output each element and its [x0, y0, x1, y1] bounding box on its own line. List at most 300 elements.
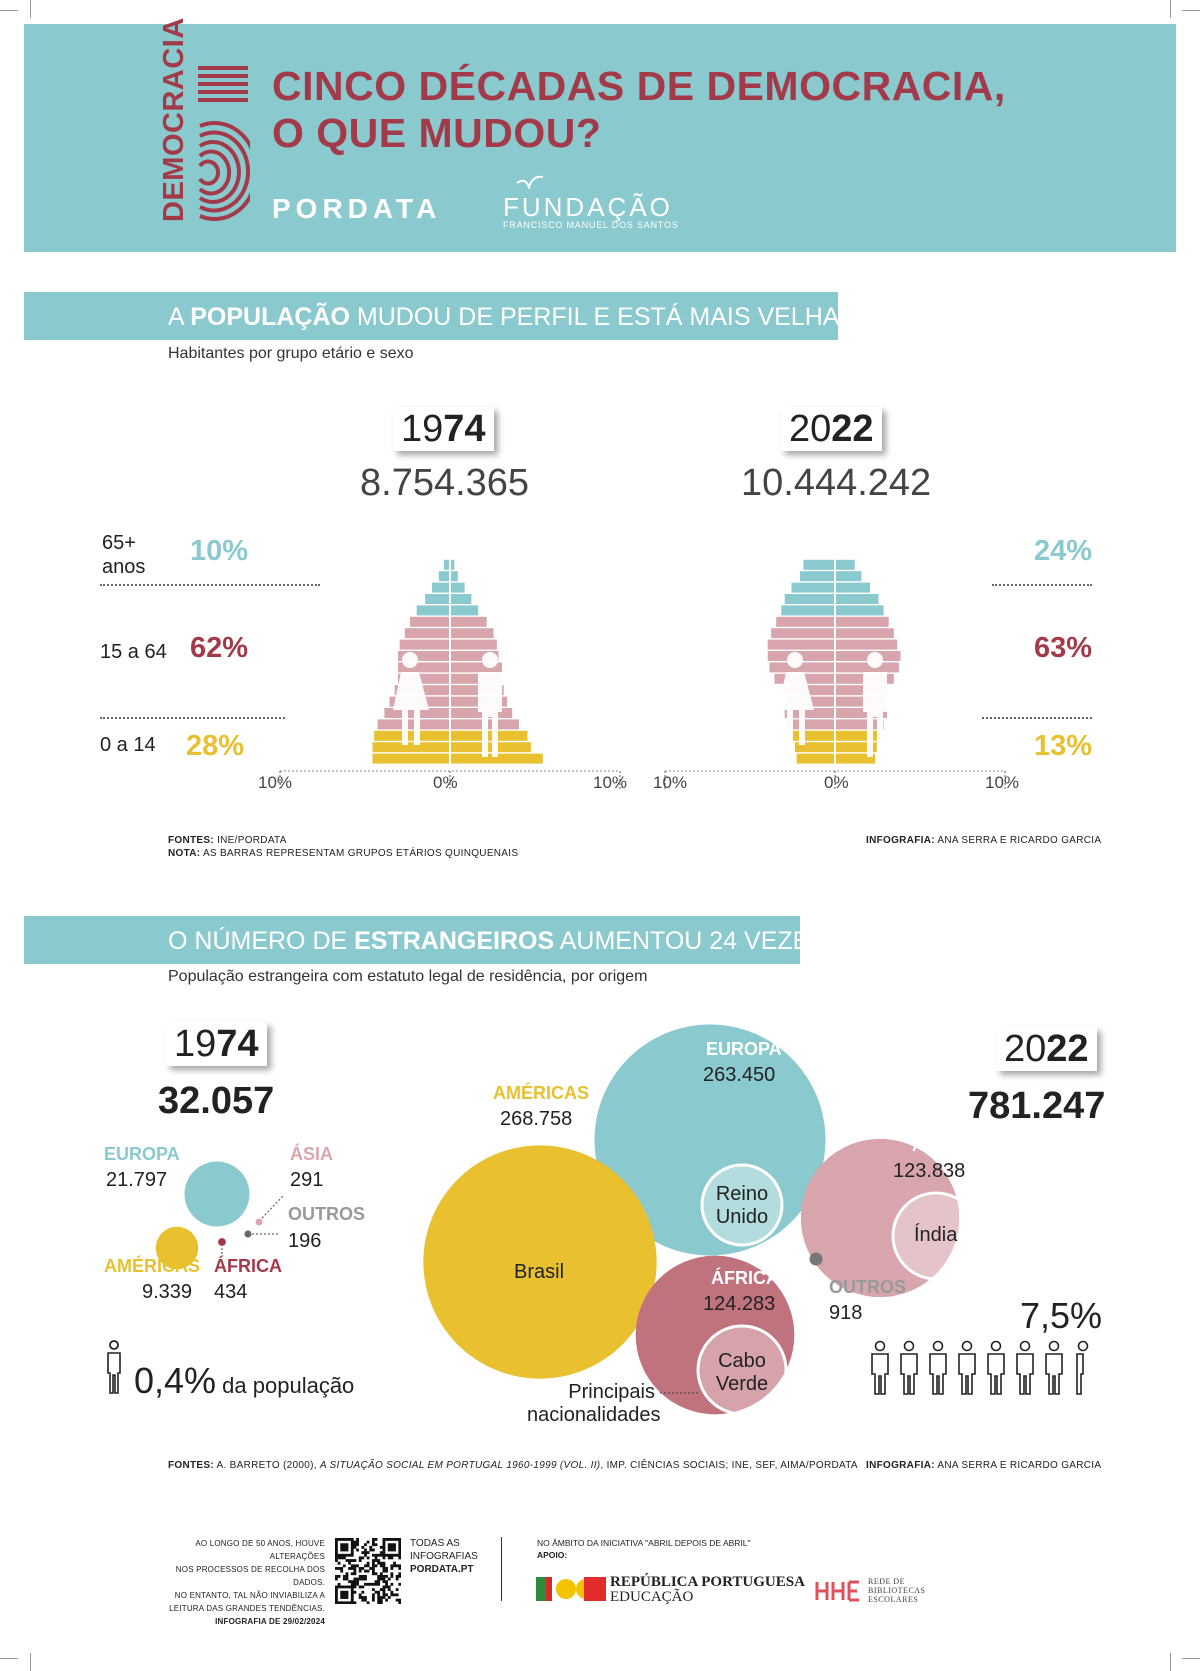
qr-module: [361, 1575, 364, 1578]
qr-code[interactable]: [335, 1538, 401, 1604]
section1-subtitle: Habitantes por grupo etário e sexo: [168, 345, 414, 362]
qr-module: [383, 1543, 386, 1546]
qr-module: [385, 1567, 388, 1570]
qr-module: [340, 1554, 343, 1557]
qr-module: [367, 1562, 370, 1565]
qr-module: [343, 1543, 346, 1546]
qr-module: [335, 1591, 338, 1594]
qr-module: [380, 1578, 383, 1581]
qr-module: [346, 1578, 349, 1581]
value-2022-asia: 123.838: [893, 1160, 966, 1182]
qr-module: [353, 1546, 356, 1549]
qr-module: [375, 1591, 378, 1594]
qr-module: [398, 1575, 401, 1578]
qr-module: [359, 1593, 362, 1596]
qr-module: [346, 1572, 349, 1575]
qr-module: [369, 1549, 372, 1552]
section2-sources: FONTES: A. BARRETO (2000), A SITUAÇÃO SOCIAL EM PORTUGAL 1960-1999 (VOL. II), IMP. CIÊNCIAS SOCIAIS; INE, SEF, AIMA/PORDATA: [168, 1460, 858, 1471]
republica-flag-square: [584, 1577, 606, 1601]
qr-module: [348, 1601, 351, 1604]
value-1974-europa: 21.797: [106, 1169, 168, 1191]
qr-module: [351, 1596, 354, 1599]
qr-module: [353, 1567, 356, 1570]
crop-mark: [30, 0, 31, 18]
qr-module: [353, 1570, 356, 1573]
qr-module: [398, 1601, 401, 1604]
qr-module: [388, 1543, 391, 1546]
qr-module: [380, 1599, 383, 1602]
qr-module: [375, 1564, 378, 1567]
qr-module: [343, 1554, 346, 1557]
pyramid-bar-male: [451, 742, 531, 752]
qr-module: [351, 1554, 354, 1557]
qr-module: [335, 1593, 338, 1596]
qr-module: [372, 1572, 375, 1575]
qr-module: [353, 1543, 356, 1546]
age-label-15: 15 a 64: [100, 641, 167, 663]
qr-module: [388, 1538, 391, 1541]
qr-module: [390, 1549, 393, 1552]
qr-module: [338, 1556, 341, 1559]
qr-module: [380, 1562, 383, 1565]
qr-module: [343, 1596, 346, 1599]
qr-module: [398, 1567, 401, 1570]
qr-module: [390, 1538, 393, 1541]
qr-module: [372, 1567, 375, 1570]
qr-module: [393, 1546, 396, 1549]
qr-module: [351, 1593, 354, 1596]
qr-module: [383, 1541, 386, 1544]
qr-module: [335, 1546, 338, 1549]
person-icon: [1046, 1342, 1062, 1395]
qr-module: [335, 1599, 338, 1602]
qr-module: [396, 1554, 399, 1557]
qr-module: [388, 1556, 391, 1559]
qr-module: [340, 1567, 343, 1570]
section2-heading: O NÚMERO DE ESTRANGEIROS AUMENTOU 24 VEZES: [168, 927, 826, 955]
qr-module: [351, 1551, 354, 1554]
qr-module: [372, 1559, 375, 1562]
pyramid-bar-male: [836, 640, 897, 650]
year-1974-box: 1974: [393, 407, 494, 451]
qr-module: [398, 1546, 401, 1549]
all-infographics[interactable]: TODAS AS INFOGRAFIAS PORDATA.PT: [410, 1538, 478, 1575]
qr-module: [361, 1567, 364, 1570]
qr-module: [346, 1596, 349, 1599]
qr-module: [372, 1583, 375, 1586]
qr-module: [396, 1575, 399, 1578]
pyramid-bar-male: [451, 640, 497, 650]
qr-module: [361, 1596, 364, 1599]
qr-module: [335, 1541, 338, 1544]
pyramid-bar-female: [776, 617, 834, 627]
pyramid-bar-female: [425, 594, 449, 604]
qr-module: [335, 1575, 338, 1578]
qr-module: [367, 1556, 370, 1559]
qr-module: [351, 1586, 354, 1589]
qr-module: [396, 1588, 399, 1591]
qr-module: [338, 1554, 341, 1557]
qr-module: [383, 1591, 386, 1594]
bubbles-1974: [0, 1100, 420, 1300]
qr-module: [359, 1559, 362, 1562]
value-1974-outros: 196: [288, 1230, 322, 1252]
qr-module: [351, 1572, 354, 1575]
rbe-logo: [815, 1580, 863, 1602]
qr-module: [346, 1554, 349, 1557]
pyramid-bar-female: [797, 754, 834, 764]
qr-module: [393, 1549, 396, 1552]
fundacao-logo: FUNDAÇÃO: [503, 192, 673, 222]
qr-module: [375, 1556, 378, 1559]
qr-module: [398, 1551, 401, 1554]
qr-module: [364, 1596, 367, 1599]
pyramid-bar-male: [451, 731, 528, 741]
label-2022-americas: AMÉRICAS: [493, 1083, 590, 1103]
qr-module: [343, 1538, 346, 1541]
qr-module: [335, 1596, 338, 1599]
crop-mark: [0, 1658, 18, 1659]
qr-module: [383, 1562, 386, 1565]
qr-module: [335, 1588, 338, 1591]
qr-module: [380, 1596, 383, 1599]
qr-module: [390, 1554, 393, 1557]
qr-module: [340, 1543, 343, 1546]
qr-module: [351, 1546, 354, 1549]
qr-module: [372, 1554, 375, 1557]
qr-module: [393, 1593, 396, 1596]
qr-module: [388, 1554, 391, 1557]
crop-mark: [0, 10, 18, 11]
pyramid-bar-female: [439, 571, 449, 581]
qr-module: [380, 1575, 383, 1578]
qr-module: [340, 1546, 343, 1549]
nat-cabo-verde: Cabo Verde: [715, 1350, 769, 1395]
qr-module: [383, 1596, 386, 1599]
qr-module: [351, 1601, 354, 1604]
qr-module: [372, 1599, 375, 1602]
qr-module: [375, 1580, 378, 1583]
bubble-1974-outros: [245, 1231, 252, 1238]
qr-module: [340, 1591, 343, 1594]
qr-module: [361, 1556, 364, 1559]
qr-module: [367, 1601, 370, 1604]
qr-module: [377, 1601, 380, 1604]
value-1974-africa: 434: [214, 1281, 248, 1303]
qr-module: [398, 1556, 401, 1559]
qr-module: [377, 1593, 380, 1596]
qr-module: [356, 1549, 359, 1552]
qr-module: [359, 1596, 362, 1599]
qr-module: [343, 1586, 346, 1589]
qr-module: [377, 1578, 380, 1581]
year-2022-box: 2022: [781, 407, 882, 451]
qr-module: [364, 1549, 367, 1552]
qr-module: [383, 1593, 386, 1596]
qr-module: [351, 1564, 354, 1567]
qr-module: [383, 1588, 386, 1591]
qr-module: [383, 1570, 386, 1573]
bubble-1974-áfrica: [218, 1238, 226, 1246]
qr-module: [385, 1583, 388, 1586]
section2-subtitle: População estrangeira com estatuto legal de residência, por origem: [168, 968, 648, 985]
qr-module: [340, 1586, 343, 1589]
pyramid-bar-female: [768, 640, 834, 650]
total-2022: 10.444.242: [741, 462, 932, 504]
qr-module: [348, 1554, 351, 1557]
qr-module: [340, 1538, 343, 1541]
pyramid-bar-male: [836, 605, 884, 615]
qr-module: [359, 1586, 362, 1589]
qr-module: [353, 1564, 356, 1567]
age-label-0: 0 a 14: [100, 734, 156, 756]
pyramid-bar-male: [836, 628, 894, 638]
qr-module: [356, 1583, 359, 1586]
qr-module: [367, 1551, 370, 1554]
qr-module: [375, 1559, 378, 1562]
qr-module: [335, 1543, 338, 1546]
qr-module: [335, 1586, 338, 1589]
qr-module: [377, 1554, 380, 1557]
qr-module: [383, 1551, 386, 1554]
qr-module: [346, 1586, 349, 1589]
qr-module: [377, 1591, 380, 1594]
qr-module: [383, 1578, 386, 1581]
democracia-5-logo: [190, 66, 250, 226]
qr-module: [335, 1559, 338, 1562]
qr-module: [375, 1583, 378, 1586]
tick-1974-right: 10%: [593, 773, 628, 792]
qr-module: [361, 1599, 364, 1602]
qr-module: [343, 1593, 346, 1596]
qr-module: [385, 1593, 388, 1596]
pyramid-bar-female: [785, 594, 834, 604]
qr-module: [385, 1554, 388, 1557]
qr-module: [348, 1538, 351, 1541]
qr-module: [375, 1572, 378, 1575]
pyramid-bar-male: [451, 594, 471, 604]
qr-module: [375, 1543, 378, 1546]
qr-module: [335, 1554, 338, 1557]
qr-module: [361, 1551, 364, 1554]
qr-module: [340, 1593, 343, 1596]
person-icon: [901, 1342, 917, 1395]
qr-module: [353, 1591, 356, 1594]
label-1974-outros: OUTROS: [288, 1204, 366, 1224]
pyramid-bar-male: [836, 617, 889, 627]
qr-module: [353, 1601, 356, 1604]
pyramid-bar-female: [771, 628, 834, 638]
qr-module: [364, 1554, 367, 1557]
qr-module: [367, 1541, 370, 1544]
qr-module: [351, 1599, 354, 1602]
qr-module: [383, 1586, 386, 1589]
qr-module: [346, 1546, 349, 1549]
qr-module: [356, 1541, 359, 1544]
qr-module: [361, 1591, 364, 1594]
pyramid-bar-male: [836, 583, 870, 593]
qr-module: [359, 1578, 362, 1581]
bubble-2022-outros: [810, 1253, 823, 1266]
qr-module: [380, 1554, 383, 1557]
qr-module: [356, 1578, 359, 1581]
qr-module: [398, 1543, 401, 1546]
qr-module: [359, 1556, 362, 1559]
qr-module: [364, 1575, 367, 1578]
person-icon: [1077, 1342, 1088, 1395]
pct-1974-0: 28%: [186, 730, 245, 762]
qr-module: [335, 1549, 338, 1552]
republica-text: REPÚBLICA PORTUGUESA EDUCAÇÃO: [610, 1574, 805, 1605]
qr-module: [338, 1562, 341, 1565]
qr-module: [372, 1570, 375, 1573]
qr-module: [396, 1593, 399, 1596]
section1-heading: A POPULAÇÃO MUDOU DE PERFIL E ESTÁ MAIS VELHA: [168, 303, 840, 331]
qr-module: [388, 1549, 391, 1552]
label-1974-africa: ÁFRICA: [214, 1256, 282, 1276]
person-icon: [872, 1342, 888, 1395]
nat-reino-unido: Reino Unido: [715, 1183, 769, 1228]
pct-1974-65: 10%: [190, 535, 249, 567]
qr-module: [335, 1601, 338, 1604]
pct-2022-65: 24%: [1034, 535, 1093, 567]
qr-module: [346, 1575, 349, 1578]
qr-module: [338, 1567, 341, 1570]
value-2022-outros: 918: [829, 1302, 863, 1324]
qr-module: [398, 1572, 401, 1575]
qr-module: [390, 1572, 393, 1575]
qr-module: [385, 1580, 388, 1583]
tick-2022-zero: 0%: [824, 773, 849, 792]
qr-module: [348, 1559, 351, 1562]
qr-module: [335, 1578, 338, 1581]
pyramid-bar-male: [836, 571, 862, 581]
qr-module: [348, 1562, 351, 1565]
foreigners-total-2022: 781.247: [968, 1085, 1106, 1127]
qr-module: [346, 1538, 349, 1541]
qr-module: [390, 1593, 393, 1596]
qr-module: [340, 1549, 343, 1552]
qr-module: [393, 1562, 396, 1565]
qr-module: [351, 1543, 354, 1546]
qr-module: [356, 1580, 359, 1583]
section2-credit: INFOGRAFIA: ANA SERRA E RICARDO GARCIA: [866, 1460, 1102, 1471]
qr-module: [372, 1593, 375, 1596]
qr-module: [351, 1549, 354, 1552]
crop-mark: [1182, 1658, 1200, 1659]
qr-module: [351, 1591, 354, 1594]
pyramid-bar-male: [836, 731, 880, 741]
pct-2022-15: 63%: [1034, 632, 1093, 664]
qr-module: [346, 1591, 349, 1594]
crop-mark: [1182, 10, 1200, 11]
qr-module: [351, 1583, 354, 1586]
qr-module: [343, 1591, 346, 1594]
label-1974-americas: AMÉRICAS: [104, 1256, 201, 1276]
pyramid-bar-female: [417, 605, 449, 615]
label-2022-asia: ÁSIA: [912, 1135, 956, 1155]
vertical-label: DEMOCRACIA: [158, 17, 190, 222]
qr-module: [398, 1538, 401, 1541]
qr-module: [390, 1543, 393, 1546]
qr-module: [359, 1570, 362, 1573]
qr-module: [346, 1549, 349, 1552]
qr-module: [359, 1567, 362, 1570]
qr-module: [353, 1541, 356, 1544]
pyramid-bar-female: [792, 583, 835, 593]
qr-module: [385, 1575, 388, 1578]
qr-module: [385, 1599, 388, 1602]
pyramid-bar-female: [373, 742, 450, 752]
pyramid-bar-female: [800, 571, 834, 581]
footer-note: AO LONGO DE 50 ANOS, HOUVE ALTERAÇÕES NOS PROCESSOS DE RECOLHA DOS DADOS. NO ENTANTO, TAL NÃO INVIABILIZA A LEITURA DAS GRANDES TENDÊNCIAS. INFOGRAFIA DE 29/02/2024: [169, 1539, 325, 1626]
qr-module: [396, 1538, 399, 1541]
qr-module: [377, 1559, 380, 1562]
qr-module: [383, 1554, 386, 1557]
pyramid-bar-female: [432, 583, 449, 593]
qr-module: [396, 1599, 399, 1602]
qr-module: [377, 1583, 380, 1586]
qr-module: [388, 1578, 391, 1581]
qr-module: [390, 1591, 393, 1594]
qr-module: [353, 1572, 356, 1575]
label-2022-africa: ÁFRICA: [711, 1268, 779, 1288]
qr-module: [372, 1588, 375, 1591]
qr-module: [372, 1549, 375, 1552]
bird-icon: [515, 175, 545, 191]
qr-module: [364, 1599, 367, 1602]
qr-module: [372, 1596, 375, 1599]
qr-module: [375, 1554, 378, 1557]
qr-module: [393, 1554, 396, 1557]
qr-module: [353, 1586, 356, 1589]
qr-module: [364, 1564, 367, 1567]
qr-module: [348, 1586, 351, 1589]
qr-module: [335, 1567, 338, 1570]
qr-module: [388, 1596, 391, 1599]
qr-module: [356, 1538, 359, 1541]
qr-module: [388, 1588, 391, 1591]
qr-module: [383, 1567, 386, 1570]
pyramid-bar-male: [836, 560, 855, 570]
tick-1974-left: 10%: [258, 773, 293, 792]
pyramid-bar-female: [788, 719, 834, 729]
person-icon: [1017, 1342, 1033, 1395]
tick-1974-zero: 0%: [433, 773, 458, 792]
pyramid-bar-female: [374, 731, 449, 741]
pyramid-bar-male: [451, 605, 478, 615]
bubble-1974-ásia: [256, 1219, 263, 1226]
qr-module: [343, 1578, 346, 1581]
qr-module: [372, 1562, 375, 1565]
qr-module: [372, 1564, 375, 1567]
bubble-1974-europa: [185, 1162, 250, 1227]
qr-module: [351, 1559, 354, 1562]
qr-module: [338, 1586, 341, 1589]
qr-module: [398, 1599, 401, 1602]
qr-module: [335, 1556, 338, 1559]
qr-module: [388, 1586, 391, 1589]
qr-module: [375, 1538, 378, 1541]
qr-module: [380, 1551, 383, 1554]
pyramid-bar-female: [400, 640, 449, 650]
label-1974-asia: ÁSIA: [290, 1144, 334, 1164]
qr-module: [385, 1538, 388, 1541]
qr-module: [361, 1546, 364, 1549]
pct-1974-15: 62%: [190, 632, 249, 664]
qr-module: [385, 1586, 388, 1589]
qr-module: [364, 1583, 367, 1586]
